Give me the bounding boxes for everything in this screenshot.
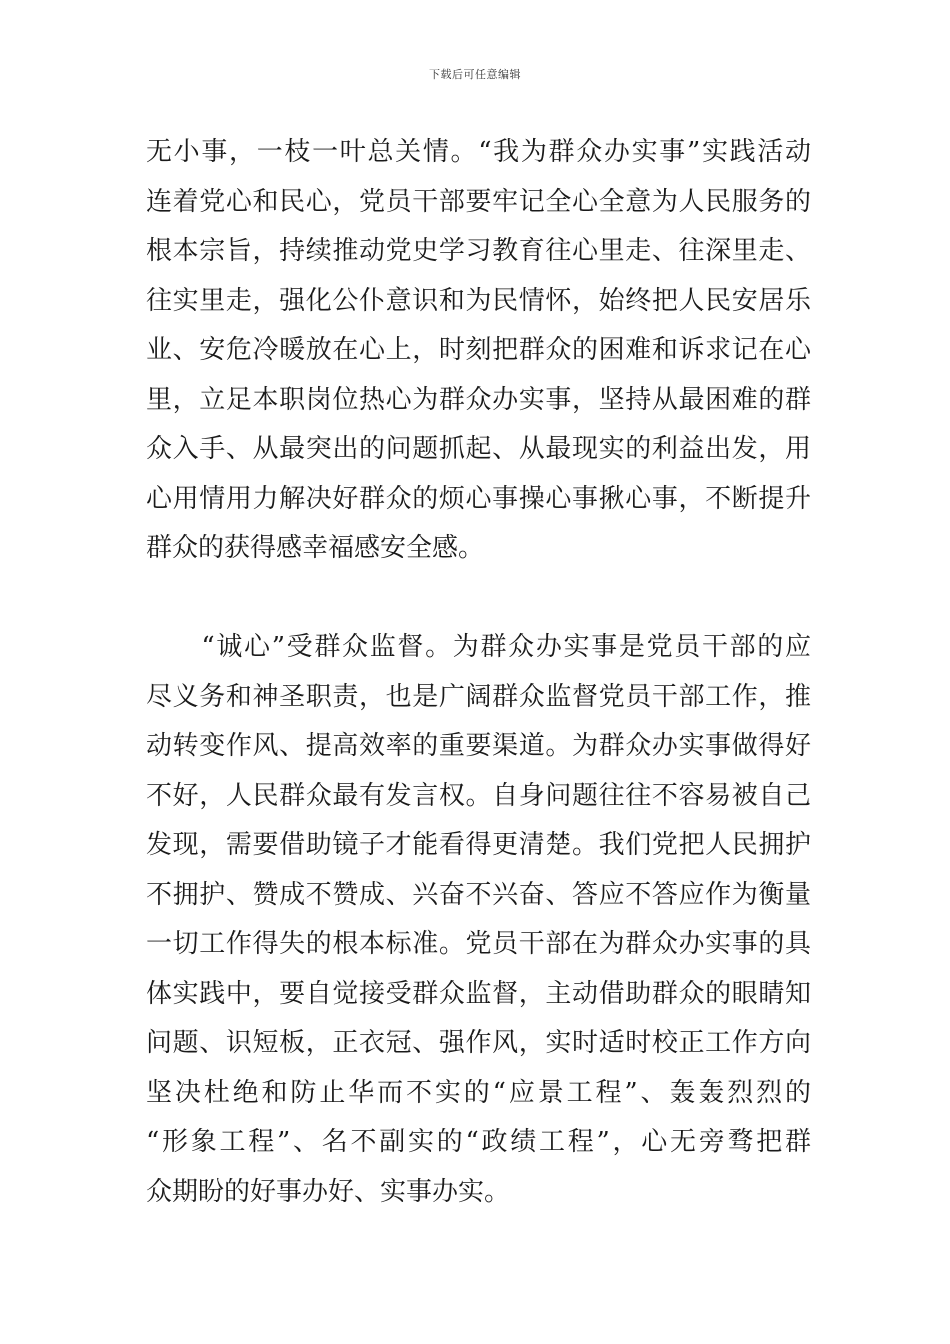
text-line: 坚决杜绝和防止华而不实的“应景工程”、轰轰烈烈的 bbox=[146, 1077, 811, 1108]
text-line: 不好，人民群众最有发言权。自身问题往往不容易被自己 bbox=[146, 780, 811, 811]
paragraph-2 bbox=[146, 623, 811, 1217]
text-line: 动转变作风、提高效率的重要渠道。为群众办实事做得好 bbox=[146, 731, 811, 761]
text-line: 体实践中，要自觉接受群众监督，主动借助群众的眼睛知 bbox=[146, 978, 811, 1009]
page-header: 下载后可任意编辑 bbox=[429, 68, 521, 81]
text-line: 尽义务和神圣职责，也是广阔群众监督党员干部工作，推 bbox=[146, 681, 811, 712]
text-line: 发现，需要借助镜子才能看得更清楚。我们党把人民拥护 bbox=[146, 830, 811, 860]
text-line: 问题、识短板，正衣冠、强作风，实时适时校正工作方向 bbox=[146, 1028, 811, 1058]
text-line: 一切工作得失的根本标准。党员干部在为群众办实事的具 bbox=[146, 929, 811, 959]
text-line: 往实里走，强化公仆意识和为民情怀，始终把人民安居乐 bbox=[146, 285, 811, 316]
text-line: 无小事，一枝一叶总关情。“我为群众办实事”实践活动 bbox=[146, 137, 811, 167]
text-line: “形象工程”、名不副实的“政绩工程”，心无旁骛把群 bbox=[146, 1127, 811, 1157]
text-line: 心用情用力解决好群众的烦心事操心事揪心事，不断提升 bbox=[146, 483, 811, 514]
paragraph-spacer bbox=[146, 574, 811, 624]
text-line: 连着党心和民心，党员干部要牢记全心全意为人民服务的 bbox=[146, 186, 811, 217]
text-line: 里，立足本职岗位热心为群众办实事，坚持从最困难的群 bbox=[146, 384, 811, 415]
text-line: 根本宗旨，持续推动党史学习教育往心里走、往深里走、 bbox=[146, 236, 811, 266]
text-line: 业、安危冷暖放在心上，时刻把群众的困难和诉求记在心 bbox=[146, 335, 811, 365]
document-body bbox=[146, 128, 811, 1217]
paragraph-1 bbox=[146, 128, 811, 574]
text-line: 众期盼的好事办好、实事办实。 bbox=[146, 1176, 511, 1207]
text-line: “诚心”受群众监督。为群众办实事是党员干部的应 bbox=[146, 632, 811, 662]
text-line: 群众的获得感幸福感安全感。 bbox=[146, 533, 485, 563]
text-line: 不拥护、赞成不赞成、兴奋不兴奋、答应不答应作为衡量 bbox=[146, 879, 811, 910]
text-line: 众入手、从最突出的问题抓起、从最现实的利益出发，用 bbox=[146, 434, 811, 464]
